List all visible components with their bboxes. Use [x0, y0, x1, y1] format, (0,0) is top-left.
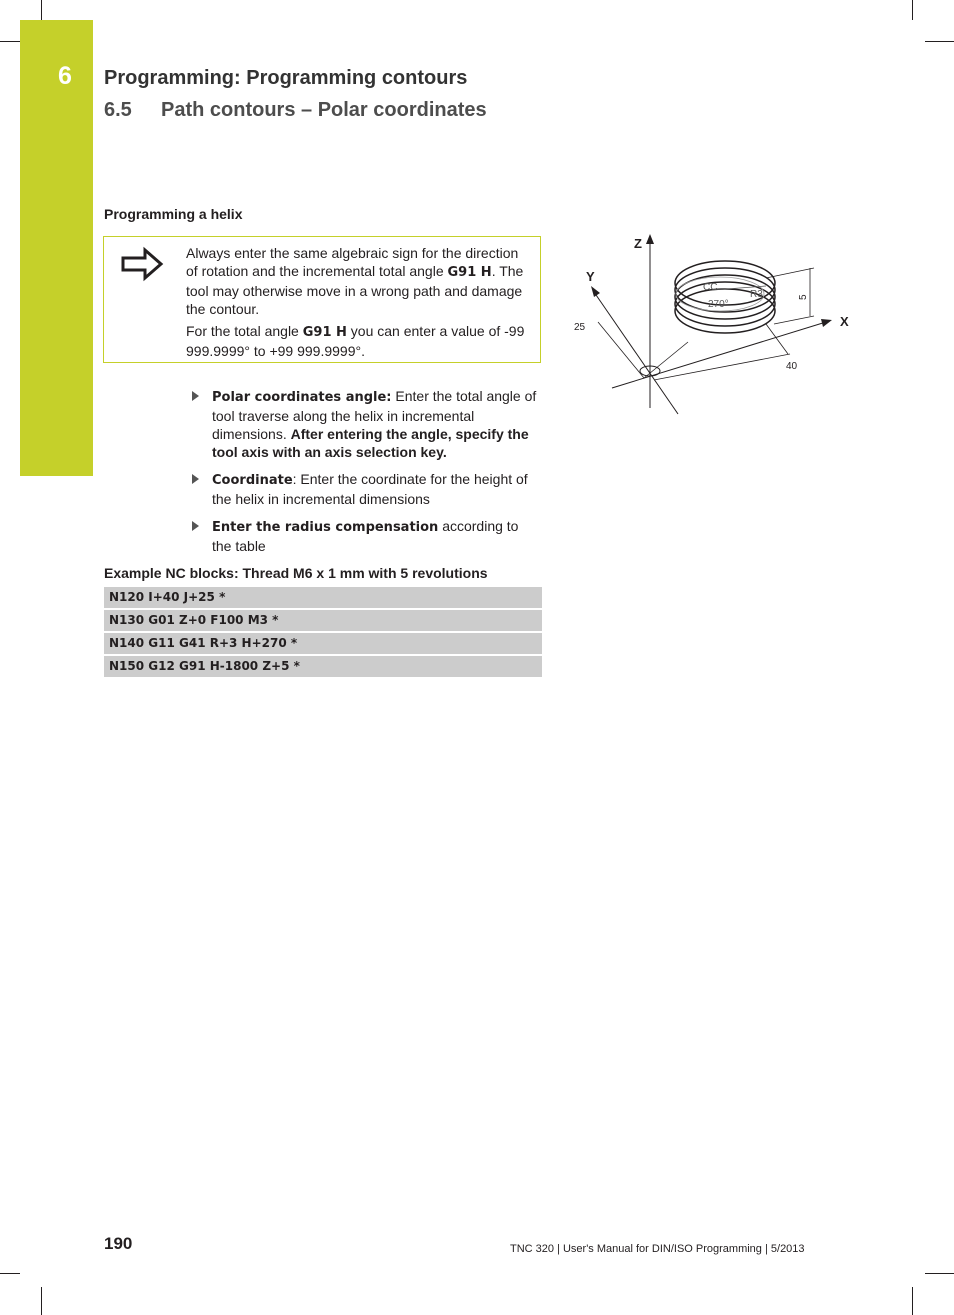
nc-block-row: N150 G12 G91 H-1800 Z+5 * — [104, 656, 542, 677]
cc-label: CC — [703, 282, 718, 293]
bullet-triangle-icon — [192, 521, 199, 531]
crop-mark — [925, 41, 954, 42]
step-label: Polar coordinates angle: — [212, 390, 392, 405]
y-axis-line — [594, 292, 678, 414]
section-number: 6.5 — [104, 99, 132, 121]
r3-label: R3 — [750, 289, 763, 300]
note-code: G91 H — [302, 325, 347, 340]
angle-label: 270° — [708, 299, 729, 310]
page-number: 190 — [104, 1234, 133, 1253]
note-text-segment: For the total angle — [186, 323, 303, 339]
note-arrow-icon — [119, 246, 167, 282]
dim-40-line — [654, 354, 790, 380]
crop-mark — [925, 1273, 954, 1274]
x-axis-arrow — [821, 319, 832, 327]
crop-mark — [41, 0, 42, 20]
dim-25-extension — [644, 342, 688, 378]
crop-mark — [0, 1273, 20, 1274]
chapter-tab — [20, 20, 93, 476]
crop-mark — [0, 41, 20, 42]
step-label: Coordinate — [212, 473, 293, 488]
note-text — [186, 244, 531, 364]
crop-mark — [912, 1287, 913, 1315]
dim-5-label: 5 — [798, 294, 809, 300]
note-paragraph — [186, 322, 531, 360]
step-item — [190, 387, 540, 461]
crop-mark — [41, 1287, 42, 1315]
z-axis-arrow — [646, 234, 654, 244]
nc-block-row: N120 I+40 J+25 * — [104, 587, 542, 608]
step-text: : Enter the coordinate for the height of the helix in incremental dimensions — [212, 471, 528, 507]
bullet-triangle-icon — [192, 391, 199, 401]
footer-text: TNC 320 | User's Manual for DIN/ISO Programming | 5/2013 — [510, 1243, 805, 1255]
bullet-triangle-icon — [192, 474, 199, 484]
step-text: according to the table — [212, 518, 519, 554]
y-axis-arrow — [591, 286, 600, 297]
note-paragraph — [186, 244, 531, 318]
example-heading: Example NC blocks: Thread M6 x 1 mm with 5 revolutions — [104, 565, 488, 581]
nc-block-row: N130 G01 Z+0 F100 M3 * — [104, 610, 542, 631]
note-box — [103, 236, 541, 363]
chapter-number: 6 — [58, 62, 72, 90]
step-text: Enter the total angle of tool traverse along the helix in incremental dimensions. — [212, 388, 537, 442]
step-item — [190, 470, 540, 508]
step-item — [190, 517, 540, 555]
chapter-title: Programming: Programming contours — [104, 67, 468, 89]
helix-diagram — [570, 228, 850, 428]
nc-block-row: N140 G11 G41 R+3 H+270 * — [104, 633, 542, 654]
x-axis-label: X — [840, 314, 849, 329]
dim-25-label: 25 — [574, 322, 586, 333]
nc-block-table — [104, 587, 542, 679]
z-axis-label: Z — [634, 236, 642, 251]
subheading: Programming a helix — [104, 206, 243, 222]
steps-list — [190, 387, 540, 564]
y-axis-label: Y — [586, 269, 595, 284]
note-text-segment: Always enter the same algebraic sign for the direction of rotation and the incremental total angle — [186, 245, 519, 279]
step-emphasis: After entering the angle, specify the tool axis with an axis selection key. — [212, 426, 529, 460]
dim-5-extension — [774, 316, 814, 324]
note-text-segment: you can enter a value of -99 999.9999° to +99 999.9999°. — [186, 323, 525, 359]
note-text-segment: . The tool may otherwise move in a wrong path and damage the contour. — [186, 263, 524, 317]
step-label: Enter the radius compensation — [212, 520, 439, 535]
section-title: Path contours – Polar coordinates — [161, 99, 487, 121]
note-code: G91 H — [447, 265, 492, 280]
crop-mark — [912, 0, 913, 20]
dim-40-label: 40 — [786, 361, 798, 372]
